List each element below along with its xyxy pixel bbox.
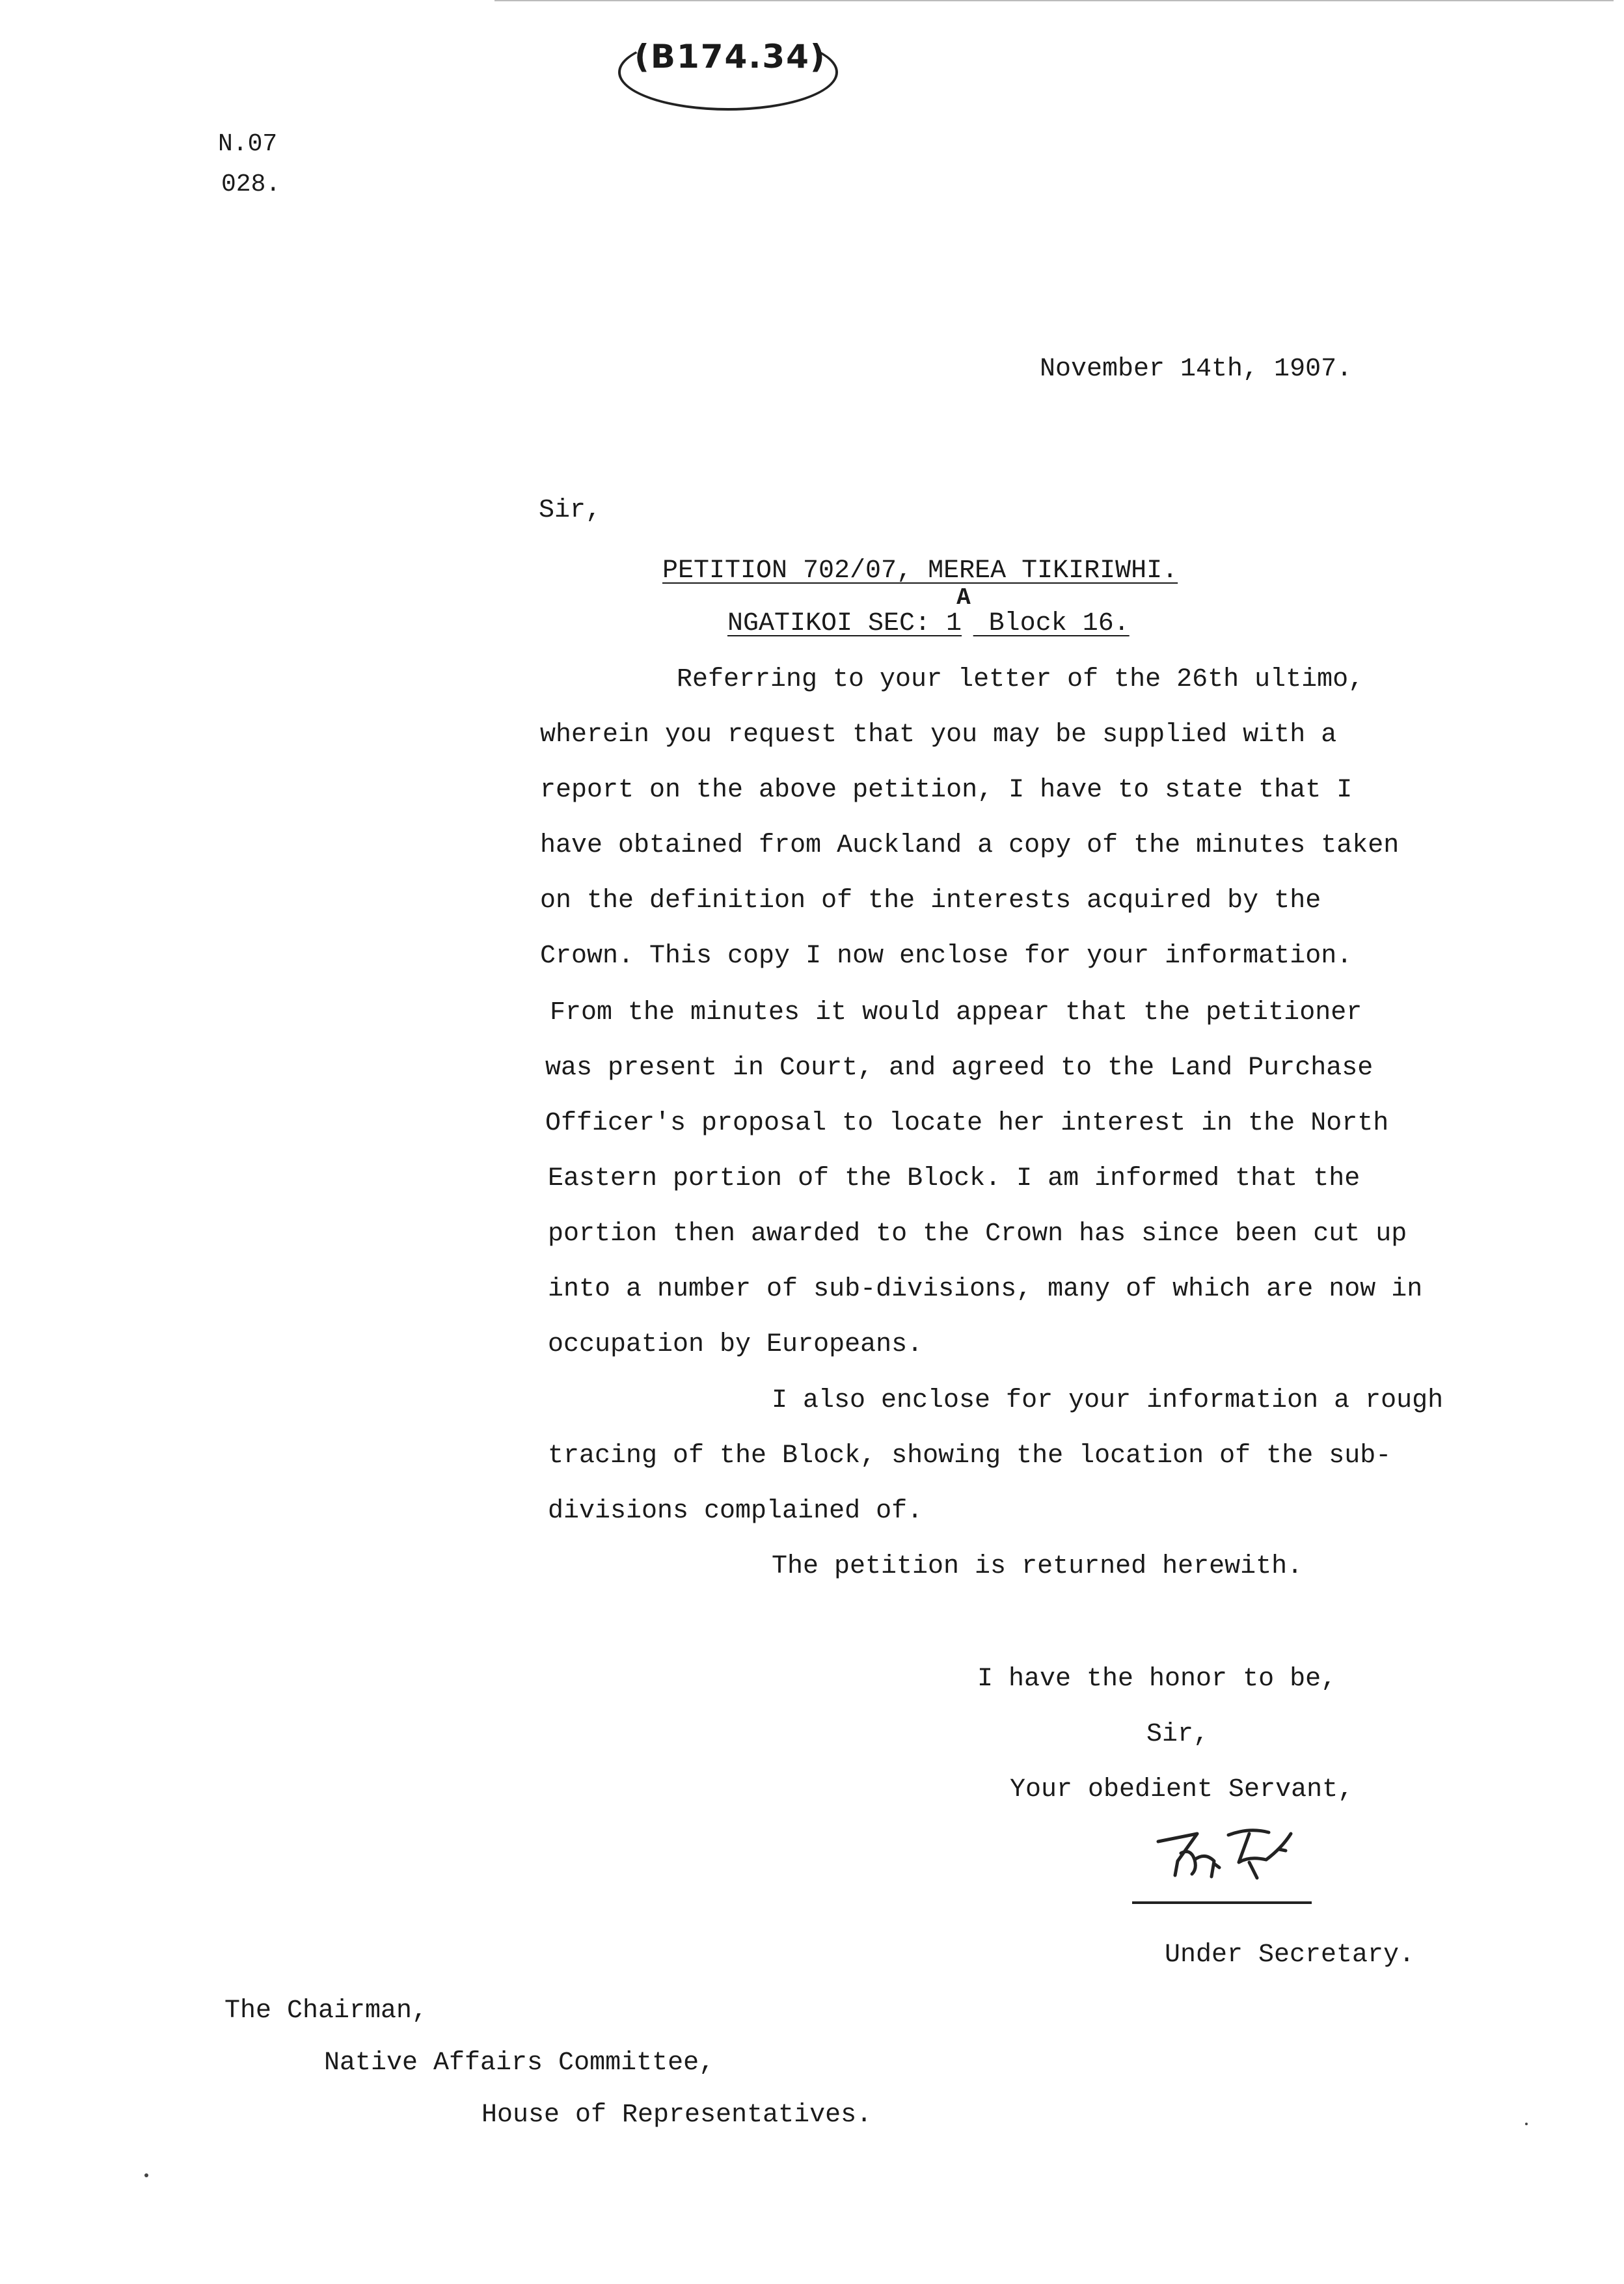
file-number-line1: N.07 — [218, 130, 278, 158]
body-line-4: have obtained from Auckland a copy of the minutes taken — [540, 831, 1400, 860]
body-line-5: on the definition of the interests acquired by the — [540, 886, 1321, 916]
addressee-line-3: House of Representatives. — [481, 2100, 873, 2130]
subject-line2-superscript: A — [956, 584, 971, 611]
file-number-line2: 028. — [221, 170, 281, 198]
subject-line2-part-a: NGATIKOI SEC: 1 — [727, 609, 962, 638]
body-line-8: was present in Court, and agreed to the Land Purchase — [545, 1054, 1374, 1083]
scan-speck — [144, 2173, 148, 2177]
body-line-9: Officer's proposal to locate her interest in the North — [545, 1109, 1389, 1138]
body-line-15: tracing of the Block, showing the location of the sub- — [548, 1441, 1392, 1471]
closing-line-2: Sir, — [1146, 1720, 1210, 1749]
body-line-12: into a number of sub-divisions, many of which are now in — [548, 1275, 1423, 1304]
scan-top-edge — [494, 0, 1614, 1]
addressee-line-2: Native Affairs Committee, — [324, 2048, 715, 2078]
body-line-10: Eastern portion of the Block. I am informed that the — [548, 1164, 1360, 1193]
subject-heading-line2 — [727, 584, 1130, 638]
salutation: Sir, — [539, 496, 602, 525]
body-line-11: portion then awarded to the Crown has since been cut up — [548, 1219, 1407, 1249]
body-line-17: The petition is returned herewith. — [772, 1552, 1303, 1581]
subject-heading-line1: PETITION 702/07, MEREA TIKIRIWHI. — [662, 556, 1178, 586]
body-line-13: occupation by Europeans. — [548, 1330, 923, 1359]
body-line-3: report on the above petition, I have to state that I — [540, 776, 1353, 805]
body-line-16: divisions complained of. — [548, 1497, 923, 1526]
closing-line-1: I have the honor to be, — [977, 1665, 1337, 1694]
addressee-line-1: The Chairman, — [224, 1996, 428, 2026]
subject-line2-part-b: Block 16. — [973, 609, 1130, 638]
letter-date: November 14th, 1907. — [1040, 355, 1353, 384]
closing-line-3: Your obedient Servant, — [1010, 1775, 1354, 1804]
body-line-7: From the minutes it would appear that the petitioner — [550, 998, 1362, 1027]
signatory-title: Under Secretary. — [1165, 1940, 1415, 1970]
signature-underline — [1132, 1901, 1312, 1904]
scan-speck — [1525, 2123, 1528, 2125]
body-line-1: Referring to your letter of the 26th ultimo, — [677, 665, 1364, 694]
handwritten-signature — [1152, 1822, 1308, 1887]
body-line-2: wherein you request that you may be supplied with a — [540, 720, 1337, 750]
reference-mark: (B174.34) — [634, 38, 826, 75]
body-line-14: I also enclose for your information a rough — [772, 1386, 1444, 1415]
body-line-6: Crown. This copy I now enclose for your information. — [540, 942, 1353, 971]
